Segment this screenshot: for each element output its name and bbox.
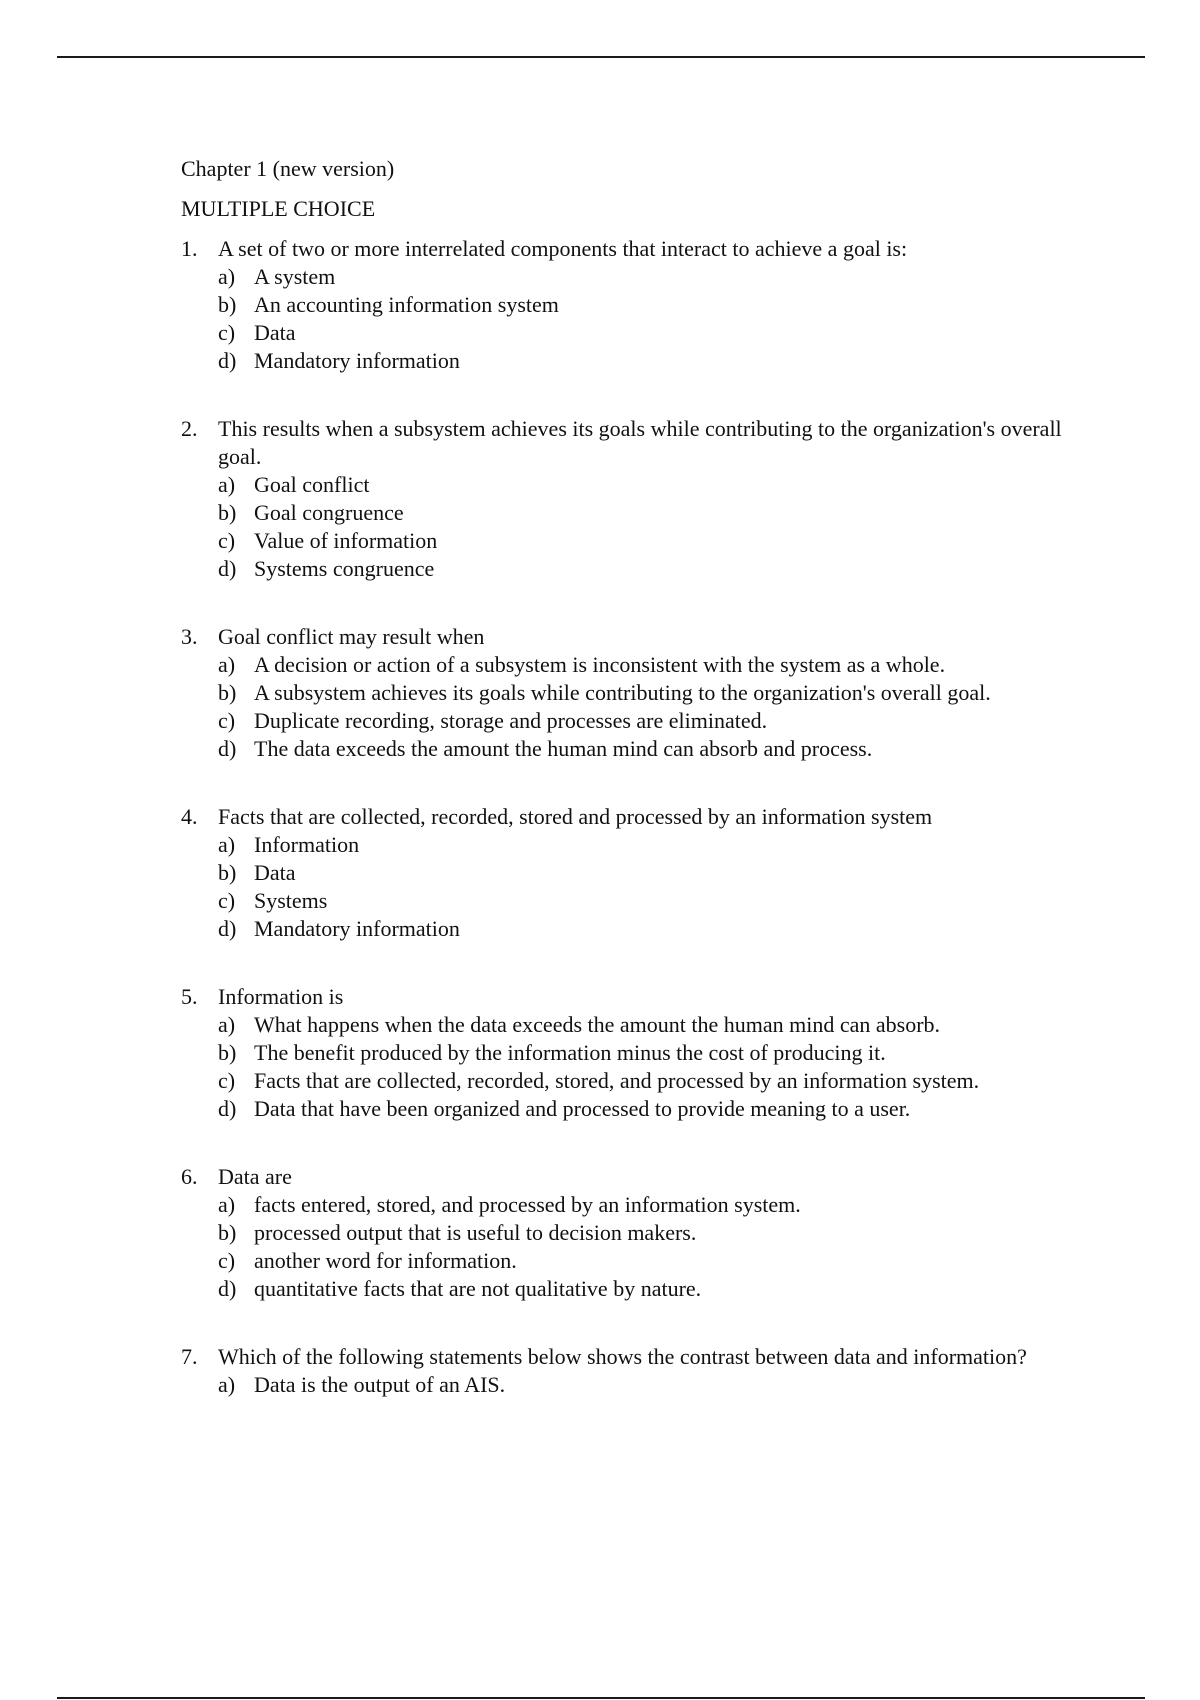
- option-text: A decision or action of a subsystem is inconsistent with the system as a whole.: [254, 652, 946, 677]
- option-item: [218, 707, 1081, 735]
- option-text: A system: [254, 264, 336, 289]
- question-text: A set of two or more interrelated components that interact to achieve a goal is:: [218, 236, 908, 261]
- option-letter: b): [218, 680, 237, 705]
- option-text: Goal congruence: [254, 500, 404, 525]
- option-item: [218, 527, 1081, 555]
- question-6: [181, 1163, 1081, 1303]
- question-number: 1.: [181, 236, 198, 261]
- option-letter: b): [218, 500, 237, 525]
- option-text: Mandatory information: [254, 348, 460, 373]
- option-item: [218, 471, 1081, 499]
- option-text: Systems congruence: [254, 556, 435, 581]
- option-letter: b): [218, 860, 237, 885]
- question-2: [181, 415, 1081, 583]
- option-letter: b): [218, 1220, 237, 1245]
- option-item: [218, 1191, 1081, 1219]
- option-item: [218, 347, 1081, 375]
- option-item: [218, 1011, 1081, 1039]
- bottom-rule: [57, 1697, 1145, 1699]
- option-letter: a): [218, 264, 236, 289]
- question-3: [181, 623, 1081, 763]
- question-text: This results when a subsystem achieves its goals while contributing to the organization's overall goal.: [218, 416, 1062, 469]
- option-text: Data that have been organized and processed to provide meaning to a user.: [254, 1096, 911, 1121]
- option-letter: c): [218, 708, 236, 733]
- option-item: [218, 1039, 1081, 1067]
- options-list: [181, 1191, 1081, 1303]
- option-text: Data is the output of an AIS.: [254, 1372, 506, 1397]
- option-text: Duplicate recording, storage and processes are eliminated.: [254, 708, 768, 733]
- option-text: Information: [254, 832, 360, 857]
- option-text: What happens when the data exceeds the amount the human mind can absorb.: [254, 1012, 941, 1037]
- option-item: [218, 1219, 1081, 1247]
- option-item: [218, 319, 1081, 347]
- option-text: Facts that are collected, recorded, stored, and processed by an information system.: [254, 1068, 980, 1093]
- option-text: another word for information.: [254, 1248, 517, 1273]
- option-item: [218, 1371, 1081, 1399]
- option-letter: d): [218, 916, 237, 941]
- document-body: [181, 155, 1081, 1439]
- option-text: Data: [254, 320, 296, 345]
- options-list: [181, 831, 1081, 943]
- question-number: 7.: [181, 1344, 198, 1369]
- option-letter: d): [218, 1276, 237, 1301]
- option-item: [218, 1275, 1081, 1303]
- option-text: The benefit produced by the information minus the cost of producing it.: [254, 1040, 886, 1065]
- option-letter: a): [218, 1192, 236, 1217]
- question-text: Goal conflict may result when: [218, 624, 485, 649]
- option-item: [218, 735, 1081, 763]
- question-text: Information is: [218, 984, 344, 1009]
- options-list: [181, 1011, 1081, 1123]
- option-letter: d): [218, 348, 237, 373]
- option-letter: a): [218, 832, 236, 857]
- option-item: [218, 1247, 1081, 1275]
- option-item: [218, 291, 1081, 319]
- option-item: [218, 263, 1081, 291]
- option-letter: a): [218, 1372, 236, 1397]
- option-text: A subsystem achieves its goals while contributing to the organization's overall goal.: [254, 680, 991, 705]
- option-text: An accounting information system: [254, 292, 559, 317]
- option-letter: b): [218, 292, 237, 317]
- question-text: Facts that are collected, recorded, stored and processed by an information system: [218, 804, 933, 829]
- question-7: [181, 1343, 1081, 1399]
- question-number: 6.: [181, 1164, 198, 1189]
- section-heading: MULTIPLE CHOICE: [181, 196, 376, 221]
- top-rule: [57, 56, 1145, 58]
- option-text: processed output that is useful to decision makers.: [254, 1220, 697, 1245]
- option-letter: d): [218, 736, 237, 761]
- option-letter: c): [218, 1248, 236, 1273]
- option-letter: a): [218, 1012, 236, 1037]
- option-text: Goal conflict: [254, 472, 370, 497]
- question-number: 5.: [181, 984, 198, 1009]
- option-item: [218, 651, 1081, 679]
- option-text: facts entered, stored, and processed by an information system.: [254, 1192, 801, 1217]
- option-letter: d): [218, 556, 237, 581]
- option-letter: b): [218, 1040, 237, 1065]
- option-text: Data: [254, 860, 296, 885]
- option-item: [218, 1067, 1081, 1095]
- option-item: [218, 859, 1081, 887]
- option-item: [218, 555, 1081, 583]
- option-item: [218, 915, 1081, 943]
- question-5: [181, 983, 1081, 1123]
- options-list: [181, 263, 1081, 375]
- option-text: quantitative facts that are not qualitative by nature.: [254, 1276, 702, 1301]
- option-text: Value of information: [254, 528, 438, 553]
- option-letter: d): [218, 1096, 237, 1121]
- question-number: 4.: [181, 804, 198, 829]
- option-letter: a): [218, 472, 236, 497]
- question-4: [181, 803, 1081, 943]
- option-letter: a): [218, 652, 236, 677]
- option-item: [218, 679, 1081, 707]
- option-text: Mandatory information: [254, 916, 460, 941]
- options-list: [181, 471, 1081, 583]
- option-item: [218, 1095, 1081, 1123]
- option-letter: c): [218, 888, 236, 913]
- options-list: [181, 1371, 1081, 1399]
- option-letter: c): [218, 528, 236, 553]
- chapter-title: Chapter 1 (new version): [181, 156, 395, 181]
- question-text: Which of the following statements below shows the contrast between data and information?: [218, 1344, 1027, 1369]
- question-1: [181, 235, 1081, 375]
- question-text: Data are: [218, 1164, 292, 1189]
- option-text: Systems: [254, 888, 328, 913]
- question-number: 2.: [181, 416, 198, 441]
- question-number: 3.: [181, 624, 198, 649]
- option-letter: c): [218, 1068, 236, 1093]
- option-letter: c): [218, 320, 236, 345]
- option-item: [218, 499, 1081, 527]
- option-item: [218, 831, 1081, 859]
- option-item: [218, 887, 1081, 915]
- option-text: The data exceeds the amount the human mind can absorb and process.: [254, 736, 873, 761]
- options-list: [181, 651, 1081, 763]
